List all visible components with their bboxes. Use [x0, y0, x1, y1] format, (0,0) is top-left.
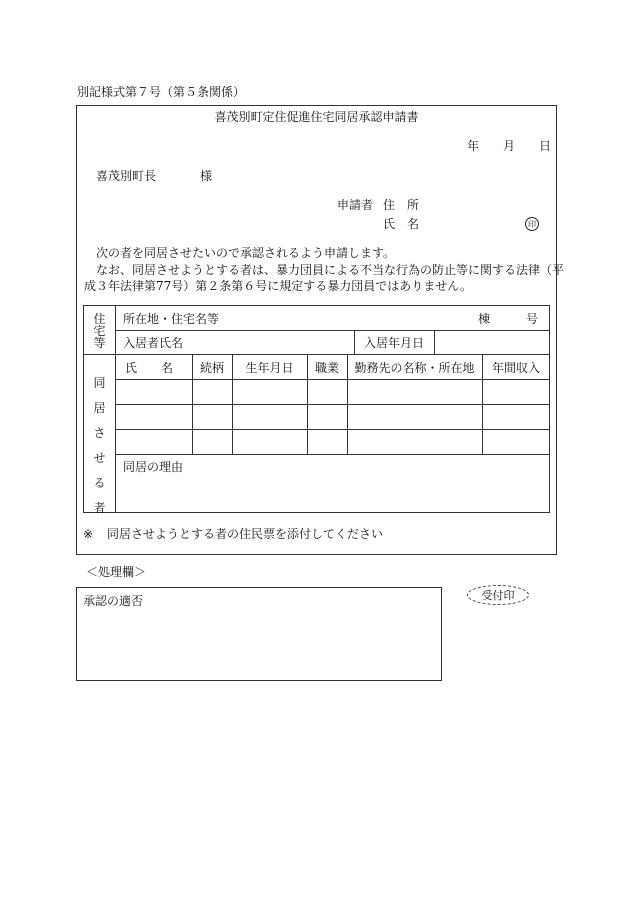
column-header-income: 年間収入: [491, 361, 540, 375]
move-in-date-label: 入居年月日: [364, 336, 425, 350]
column-header-birthdate: 生年月日: [245, 361, 294, 375]
body-line-1: 次の者を同居させたいので承認されるよう申請します。: [96, 246, 396, 260]
building-label: 棟: [478, 312, 491, 326]
processing-section-label: ＜処理欄＞: [86, 565, 147, 579]
note-text: 同居させようとする者の住民票を添付してください: [107, 527, 384, 541]
body-line-2: なお、同居させようとする者は、暴力団員による不当な行為の防止等に関する法律（平: [96, 263, 565, 277]
column-header-relationship: 続柄: [199, 361, 224, 375]
received-stamp: 受付印: [467, 585, 529, 605]
approval-label: 承認の適否: [83, 594, 144, 608]
table-row: [115, 429, 550, 430]
cohabitation-reason-label: 同居の理由: [123, 460, 184, 474]
column-divider: [192, 354, 193, 454]
housing-cohabitant-divider: [83, 354, 550, 355]
housing-row-divider: [115, 330, 550, 331]
form-title: 喜茂別町定住促進住宅同居承認申請書: [214, 110, 419, 124]
table-row: [115, 454, 550, 455]
tenant-column-divider-2: [434, 330, 435, 354]
section-label-divider: [115, 305, 116, 513]
column-header-occupation: 職業: [314, 361, 339, 375]
column-divider: [232, 354, 233, 454]
form-number: 別記様式第７号（第５条関係）: [77, 85, 246, 99]
number-label: 号: [526, 312, 539, 326]
location-label: 所在地・住宅名等: [123, 312, 220, 326]
tenant-column-divider-1: [354, 330, 355, 354]
date-month-label: 月: [503, 139, 516, 153]
date-year-label: 年: [467, 139, 480, 153]
applicant-address-label: 住 所: [383, 198, 420, 212]
honorific: 様: [200, 169, 213, 183]
applicant-label: 申請者: [337, 198, 374, 212]
housing-section-label: 住 宅 等: [93, 312, 106, 350]
column-header-workplace: 勤務先の名称・所在地: [354, 361, 475, 375]
applicant-name-label: 氏 名: [383, 217, 420, 231]
seal-mark: 印: [525, 217, 539, 231]
column-divider: [347, 354, 348, 454]
cohabitant-section-label: 同 居 さ せ る 者: [93, 376, 106, 515]
column-header-name: 氏 名: [125, 361, 174, 375]
tenant-name-label: 入居者氏名: [123, 336, 184, 350]
date-day-label: 日: [539, 139, 552, 153]
column-divider: [482, 354, 483, 454]
addressee: 喜茂別町長: [96, 169, 157, 183]
table-row: [115, 379, 550, 380]
body-line-3: 成３年法律第77号）第２条第６号に規定する暴力団員ではありません。: [84, 279, 472, 293]
note-mark: ※: [83, 527, 94, 541]
table-row: [115, 404, 550, 405]
column-divider: [307, 354, 308, 454]
